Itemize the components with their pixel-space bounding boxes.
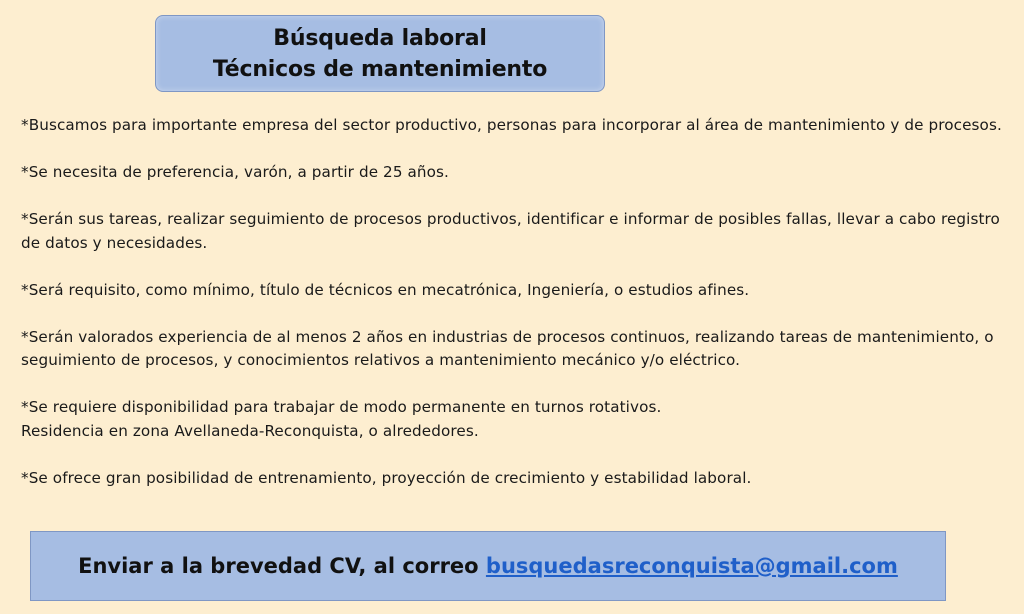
paragraph-requirements [21, 279, 1017, 303]
paragraph-text: *Se requiere disponibilidad para trabajar de modo permanente en turnos rotativos. [21, 398, 662, 416]
job-description [21, 114, 1017, 514]
paragraph-text: Residencia en zona Avellaneda-Reconquista, o alrededores. [21, 421, 479, 440]
paragraph-text: *Serán sus tareas, realizar seguimiento de procesos productivos, identificar e informar de posibles fallas, llevar a cabo registro de datos y necesidades. [21, 210, 1000, 252]
paragraph-text: *Será requisito, como mínimo, título de técnicos en mecatrónica, Ingeniería, o estudios afines. [21, 280, 750, 299]
paragraph-text: *Se ofrece gran posibilidad de entrenamiento, proyección de crecimiento y estabilidad laboral. [21, 468, 752, 487]
paragraph-availability [21, 396, 1017, 443]
paragraph-tasks [21, 208, 1017, 255]
paragraph-profile [21, 161, 1017, 185]
paragraph-text: *Se necesita de preferencia, varón, a partir de 25 años. [21, 163, 449, 181]
contact-banner [30, 531, 946, 601]
paragraph-company [21, 114, 1017, 138]
contact-label: Enviar a la brevedad CV, al correo [78, 554, 486, 578]
page-subtitle: Técnicos de mantenimiento [212, 56, 548, 82]
paragraph-offer [21, 467, 1017, 491]
title-banner [155, 15, 605, 92]
paragraph-experience [21, 326, 1017, 373]
paragraph-text: *Serán valorados experiencia de al menos 2 años en industrias de procesos continuos, realizando tareas de mantenimiento, o seguimiento de procesos, y conocimientos relativos a mantenimiento mecánico y/o eléctrico. [21, 327, 994, 369]
page-title: Búsqueda laboral [273, 25, 487, 51]
contact-text [78, 554, 898, 578]
email-link[interactable]: busquedasreconquista@gmail.com [485, 554, 898, 578]
paragraph-text: *Buscamos para importante empresa del sector productivo, personas para incorporar al área de mantenimiento y de procesos. [21, 116, 1002, 134]
